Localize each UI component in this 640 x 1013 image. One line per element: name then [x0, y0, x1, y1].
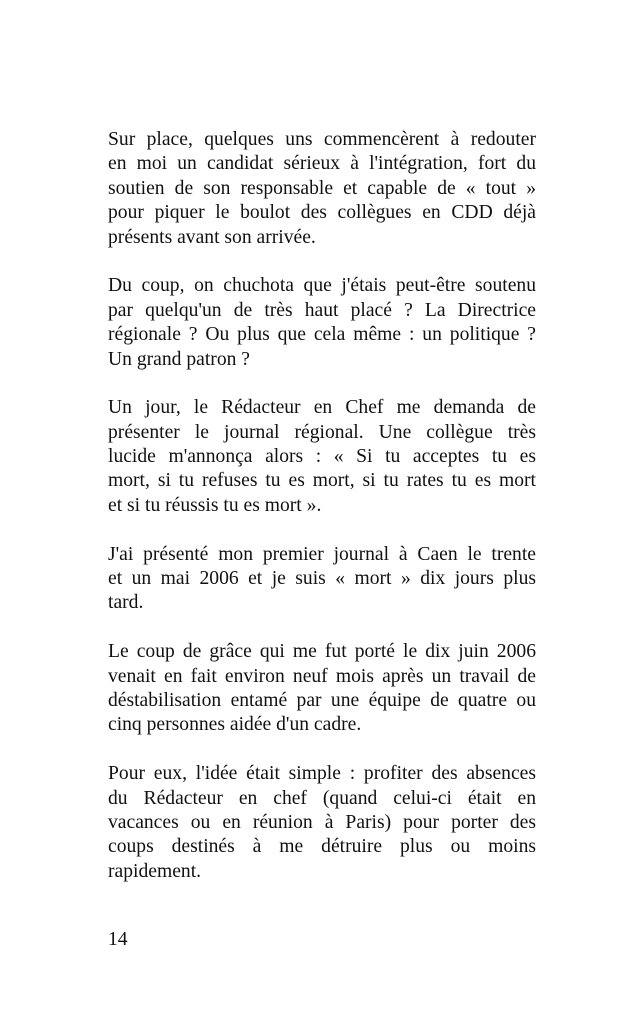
text-line: Un grand patron ? — [108, 348, 251, 370]
text-line: présenter le journal régional. Une collègue très — [108, 421, 536, 443]
text-line: déstabilisation entamé par une équipe de quatre ou — [108, 689, 536, 711]
text-line: Du coup, on chuchota que j'étais peut-être soutenu — [108, 275, 536, 297]
paragraph — [108, 640, 536, 738]
text-line: J'ai présenté mon premier journal à Caen le trente — [108, 543, 536, 565]
body-text — [108, 128, 536, 909]
text-line: coups destinés à me détruire plus ou moins — [108, 836, 536, 858]
text-line: soutien de son responsable et capable de « tout » — [108, 177, 536, 199]
paragraph — [108, 762, 536, 884]
text-line: venait en fait environ neuf mois après un travail de — [108, 665, 536, 687]
text-line: et un mai 2006 et je suis « mort » dix jours plus — [108, 568, 536, 590]
text-line: du Rédacteur en chef (quand celui-ci était en — [108, 787, 536, 809]
paragraph — [108, 128, 536, 250]
text-line: par quelqu'un de très haut placé ? La Directrice — [108, 299, 536, 321]
text-line: et si tu réussis tu es mort ». — [108, 494, 322, 516]
text-line: pour piquer le boulot des collègues en CDD déjà — [108, 202, 536, 224]
text-line: régionale ? Ou plus que cela même : un politique ? — [108, 324, 536, 346]
text-line: rapidement. — [108, 860, 202, 882]
paragraph — [108, 396, 536, 518]
text-line: présents avant son arrivée. — [108, 226, 316, 248]
text-line: vacances ou en réunion à Paris) pour porter des — [108, 811, 536, 833]
text-line: tard. — [108, 592, 144, 614]
text-line: cinq personnes aidée d'un cadre. — [108, 714, 362, 736]
text-line: Le coup de grâce qui me fut porté le dix juin 2006 — [108, 641, 536, 663]
text-line: mort, si tu refuses tu es mort, si tu rates tu es mort — [108, 470, 536, 492]
page-number: 14 — [108, 929, 128, 950]
text-line: en moi un candidat sérieux à l'intégration, fort du — [108, 153, 536, 175]
text-line: lucide m'annonça alors : « Si tu acceptes tu es — [108, 446, 536, 468]
paragraph — [108, 543, 536, 616]
text-line: Un jour, le Rédacteur en Chef me demanda de — [108, 397, 536, 419]
text-line: Pour eux, l'idée était simple : profiter des absences — [108, 763, 536, 785]
text-line: Sur place, quelques uns commencèrent à redouter — [108, 129, 536, 150]
paragraph — [108, 274, 536, 372]
